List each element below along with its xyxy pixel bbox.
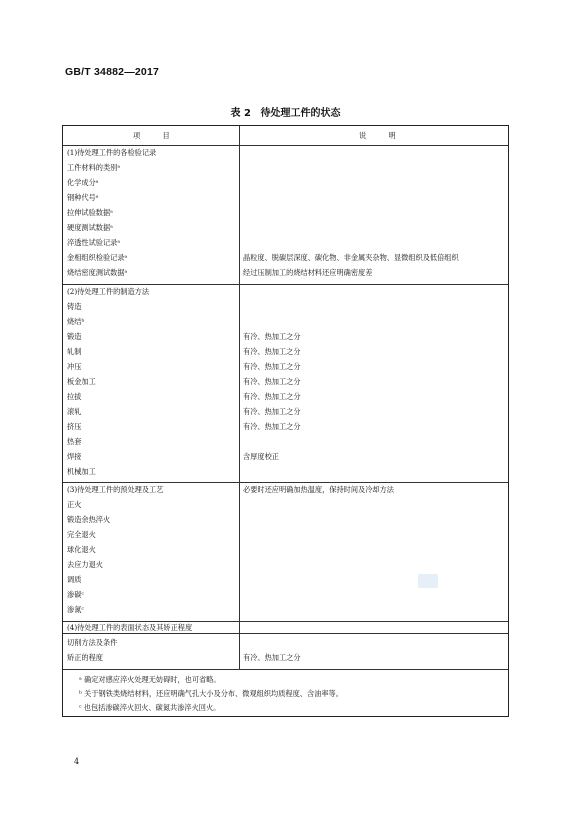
column-header-item: 项 目 <box>133 131 180 140</box>
item-cell: 铸造 <box>67 302 82 311</box>
column-header-description: 说 明 <box>359 131 406 140</box>
item-cell: 机械加工 <box>67 467 96 476</box>
item-cell: 热套 <box>67 437 82 446</box>
description-cell: 有冷、热加工之分 <box>243 392 301 401</box>
item-cell: 滚轧 <box>67 407 82 416</box>
item-cell: 锻造 <box>67 332 82 341</box>
item-cell: 钢种代号ᵃ <box>67 193 99 202</box>
description-cell: 必要时还应明确加热温度，保持时间及冷却方法 <box>243 485 394 494</box>
description-cell: 含厚度校正 <box>243 452 279 461</box>
section-heading: (4)待处理工件的表面状态及其矫正程度 <box>67 623 193 632</box>
state-table <box>62 125 509 717</box>
notes-divider <box>63 669 508 670</box>
section-heading: (2)待处理工件的制造方法 <box>67 287 150 296</box>
item-cell: 切削方法及条件 <box>67 638 118 647</box>
item-cell: 渗碳ᶜ <box>67 590 84 599</box>
page-number: 4 <box>74 757 80 766</box>
description-cell: 有冷、热加工之分 <box>243 347 301 356</box>
item-cell: 烧结密度测试数据ᵃ <box>67 268 128 277</box>
item-cell: 拉拔 <box>67 392 82 401</box>
item-cell: 正火 <box>67 500 82 509</box>
table-title: 待处理工件的状态 <box>260 108 341 119</box>
footnote: ᵇ 关于钢铁类烧结材料，还应明确气孔大小及分布、微观组织均质程度、含油率等。 <box>79 689 343 698</box>
item-cell: 轧制 <box>67 347 82 356</box>
description-cell: 有冷、热加工之分 <box>243 653 301 662</box>
item-cell: 拉伸试验数据ᵃ <box>67 208 113 217</box>
item-cell: 焊接 <box>67 452 82 461</box>
column-divider <box>239 126 240 669</box>
item-cell: 调质 <box>67 575 82 584</box>
section-divider <box>63 482 508 483</box>
item-cell: 工件材料的类别ᵃ <box>67 163 121 172</box>
item-cell: 冲压 <box>67 362 82 371</box>
section-divider <box>63 621 508 622</box>
description-cell: 晶粒度、脱碳层深度、碳化物、非金属夹杂物、显微组织及低倍组织 <box>243 253 459 262</box>
item-cell: 渗氮ᶜ <box>67 605 84 614</box>
section-divider <box>63 284 508 285</box>
item-cell: 烧结ᵇ <box>67 317 85 326</box>
footnote: ᵃ 确定对感应淬火处理无妨碍时，也可省略。 <box>79 675 221 684</box>
header-divider <box>63 145 508 146</box>
description-cell: 经过压制加工的烧结材料还应明确密度差 <box>243 268 373 277</box>
description-cell: 有冷、热加工之分 <box>243 422 301 431</box>
section-heading: (1)待处理工件的各检验记录 <box>67 148 157 157</box>
item-cell: 矫正的程度 <box>67 653 103 662</box>
standard-code: GB/T 34882—2017 <box>65 66 160 78</box>
item-cell: 金相组织检验记录ᵃ <box>67 253 128 262</box>
description-cell: 有冷、热加工之分 <box>243 332 301 341</box>
item-cell: 去应力退火 <box>67 560 103 569</box>
section-divider <box>63 633 508 634</box>
description-cell: 有冷、热加工之分 <box>243 377 301 386</box>
table-caption <box>0 104 571 119</box>
footnote: ᶜ 也包括渗碳淬火回火、碳氮共渗淬火回火。 <box>79 703 221 712</box>
item-cell: 球化退火 <box>67 545 96 554</box>
item-cell: 锻造余热淬火 <box>67 515 111 524</box>
description-cell: 有冷、热加工之分 <box>243 362 301 371</box>
description-cell: 有冷、热加工之分 <box>243 407 301 416</box>
scan-artifact <box>418 574 438 588</box>
item-cell: 化学成分ᵃ <box>67 178 99 187</box>
item-cell: 挤压 <box>67 422 82 431</box>
item-cell: 淬透性试验记录ᵃ <box>67 238 121 247</box>
section-heading: (3)待处理工件的预处理及工艺 <box>67 485 164 494</box>
item-cell: 板金加工 <box>67 377 96 386</box>
item-cell: 硬度测试数据ᵃ <box>67 223 113 232</box>
table-number: 表 2 <box>230 108 251 119</box>
item-cell: 完全退火 <box>67 530 96 539</box>
